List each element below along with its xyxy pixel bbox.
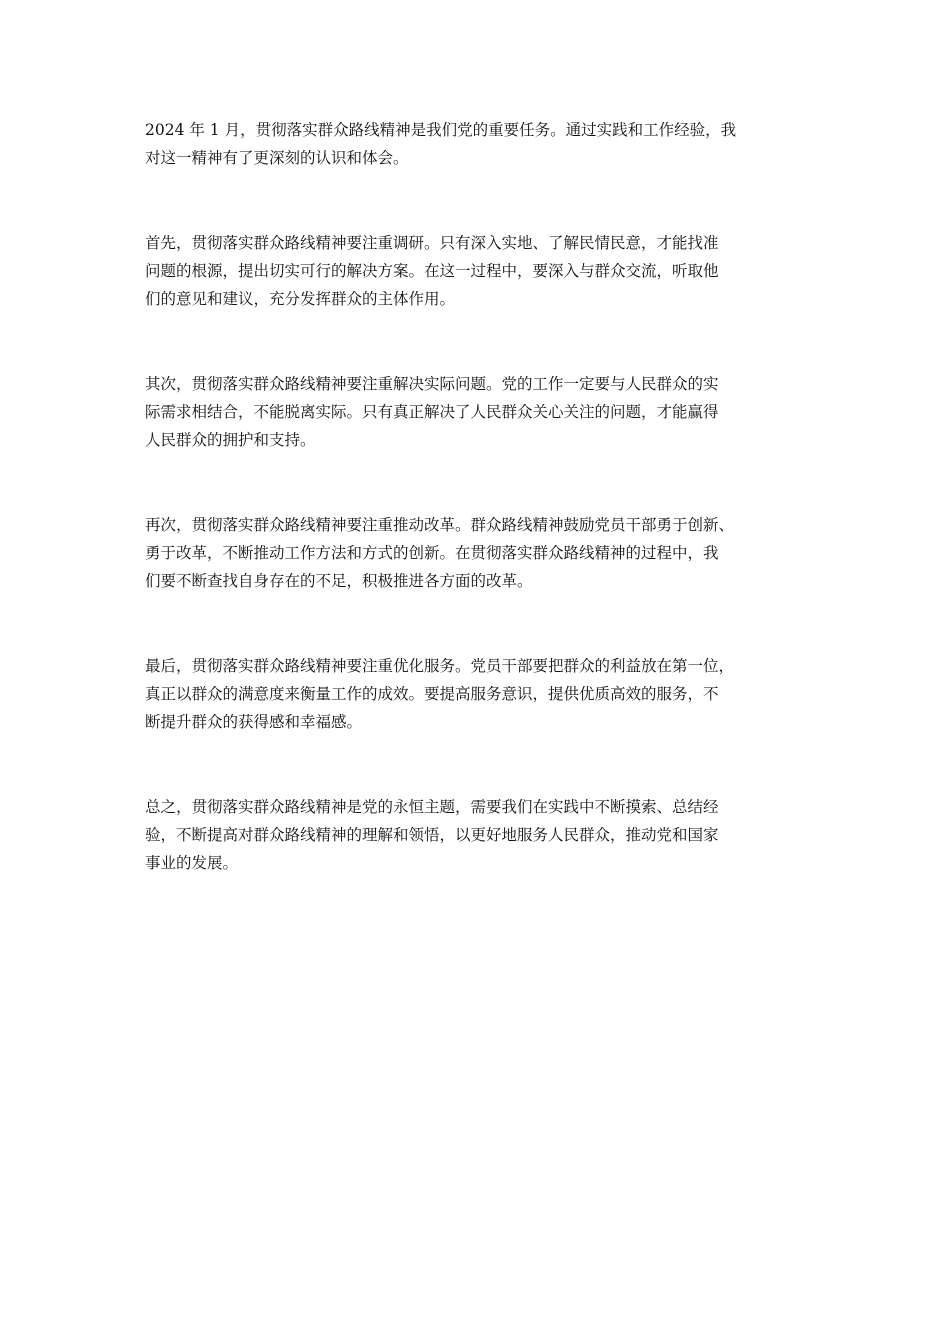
paragraph-first [145,229,805,313]
paragraph-line: 事业的发展。 [145,854,239,872]
paragraph-conclusion [145,793,805,877]
paragraph-line: 勇于改革，不断推动工作方法和方式的创新。在贯彻落实群众路线精神的过程中，我 [145,544,719,562]
paragraph-line: 最后，贯彻落实群众路线精神要注重优化服务。党员干部要把群众的利益放在第一位， [145,657,735,675]
paragraph-third [145,511,805,595]
paragraph-line: 总之，贯彻落实群众路线精神是党的永恒主题，需要我们在实践中不断摸索、总结经 [145,798,719,816]
paragraph-line: 其次，贯彻落实群众路线精神要注重解决实际问题。党的工作一定要与人民群众的实 [145,375,719,393]
paragraph-line: 真正以群众的满意度来衡量工作的成效。要提高服务意识，提供优质高效的服务，不 [145,685,719,703]
paragraph-line: 断提升群众的获得感和幸福感。 [145,713,363,731]
paragraph-line: 人民群众的拥护和支持。 [145,431,316,449]
paragraph-line: 际需求相结合，不能脱离实际。只有真正解决了人民群众关心关注的问题，才能赢得 [145,403,719,421]
paragraph-line: 首先，贯彻落实群众路线精神要注重调研。只有深入实地、了解民情民意，才能找准 [145,234,719,252]
paragraph-intro [145,116,805,172]
paragraph-line: 们的意见和建议，充分发挥群众的主体作用。 [145,290,456,308]
paragraph-line: 再次，贯彻落实群众路线精神要注重推动改革。群众路线精神鼓励党员干部勇于创新、 [145,516,735,534]
paragraph-line: 2024 年 1 月，贯彻落实群众路线精神是我们党的重要任务。通过实践和工作经验，我 [145,121,737,139]
paragraph-line: 验，不断提高对群众路线精神的理解和领悟，以更好地服务人民群众，推动党和国家 [145,826,719,844]
paragraph-second [145,370,805,454]
paragraph-line: 对这一精神有了更深刻的认识和体会。 [145,149,409,167]
paragraph-line: 们要不断查找自身存在的不足，积极推进各方面的改革。 [145,572,533,590]
document-body [145,116,805,934]
paragraph-line: 问题的根源，提出切实可行的解决方案。在这一过程中，要深入与群众交流，听取他 [145,262,719,280]
paragraph-fourth [145,652,805,736]
